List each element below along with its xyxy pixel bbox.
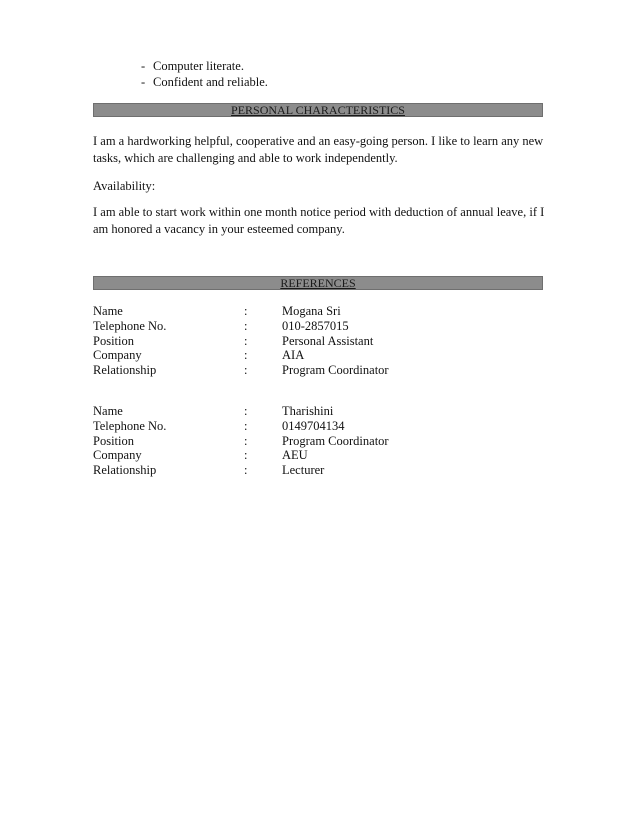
list-item: - Confident and reliable. <box>141 75 268 89</box>
personal-paragraph: I am a hardworking helpful, cooperative and an easy-going person. I like to learn any new tasks, which are challenging and able to work independently. <box>93 134 544 165</box>
ref-row-relationship: Relationship : Lecturer <box>93 463 325 478</box>
list-item: - Computer literate. <box>141 59 244 73</box>
ref-row-telephone: Telephone No. : 010-2857015 <box>93 318 349 333</box>
reference-block <box>93 404 553 478</box>
availability-text: I am able to start work within one month notice period with deduction of annual leave, if I am honored a vacancy in your esteemed company. <box>93 205 545 236</box>
availability-label: Availability: <box>93 179 156 193</box>
reference-block <box>93 304 553 378</box>
ref-row-position: Position : Personal Assistant <box>93 333 374 348</box>
ref-row-company: Company : AEU <box>93 448 308 463</box>
ref-row-telephone: Telephone No. : 0149704134 <box>93 418 345 433</box>
ref-row-name: Name : Tharishini <box>93 404 334 418</box>
ref-row-name: Name : Mogana Sri <box>93 304 341 318</box>
references-heading: REFERENCES <box>93 276 543 290</box>
ref-row-position: Position : Program Coordinator <box>93 433 389 448</box>
personal-characteristics-heading: PERSONAL CHARACTERISTICS <box>93 103 543 117</box>
ref-row-relationship: Relationship : Program Coordinator <box>93 363 389 378</box>
skills-list <box>141 58 268 90</box>
ref-row-company: Company : AIA <box>93 348 305 363</box>
